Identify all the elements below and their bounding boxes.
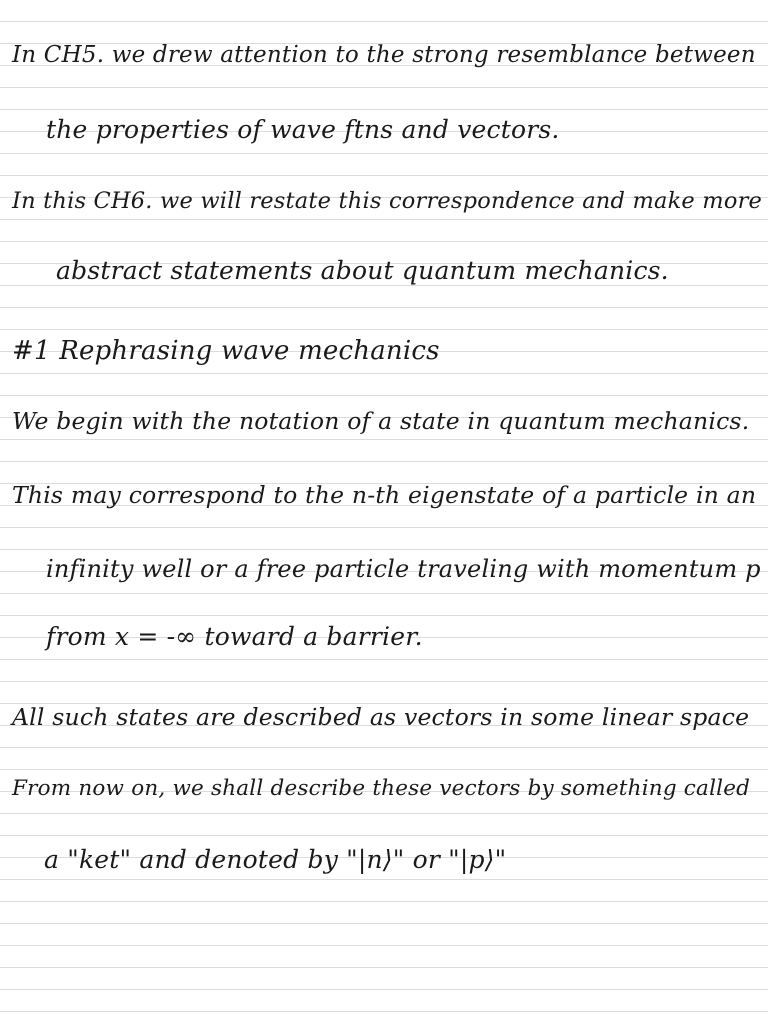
note-line-8: infinity well or a free particle traveling with momentum p: [46, 555, 761, 583]
note-line-12: a "ket" and denoted by "|n⟩" or "|p⟩": [44, 845, 507, 874]
note-line-2: the properties of wave ftns and vectors.: [46, 115, 560, 144]
note-line-6: We begin with the notation of a state in quantum mechanics.: [12, 407, 750, 435]
note-line-10: All such states are described as vectors in some linear space: [12, 703, 750, 731]
note-line-9: from x = -∞ toward a barrier.: [46, 622, 423, 651]
note-line-1: In CH5. we drew attention to the strong resemblance between: [12, 42, 756, 68]
note-line-4: abstract statements about quantum mechanics.: [56, 256, 669, 285]
note-line-3: In this CH6. we will restate this correspondence and make more: [12, 188, 763, 214]
note-line-7: This may correspond to the n-th eigenstate of a particle in an: [12, 481, 757, 509]
section-heading: #1 Rephrasing wave mechanics: [12, 336, 440, 366]
note-line-11: From now on, we shall describe these vectors by something called: [12, 776, 751, 801]
